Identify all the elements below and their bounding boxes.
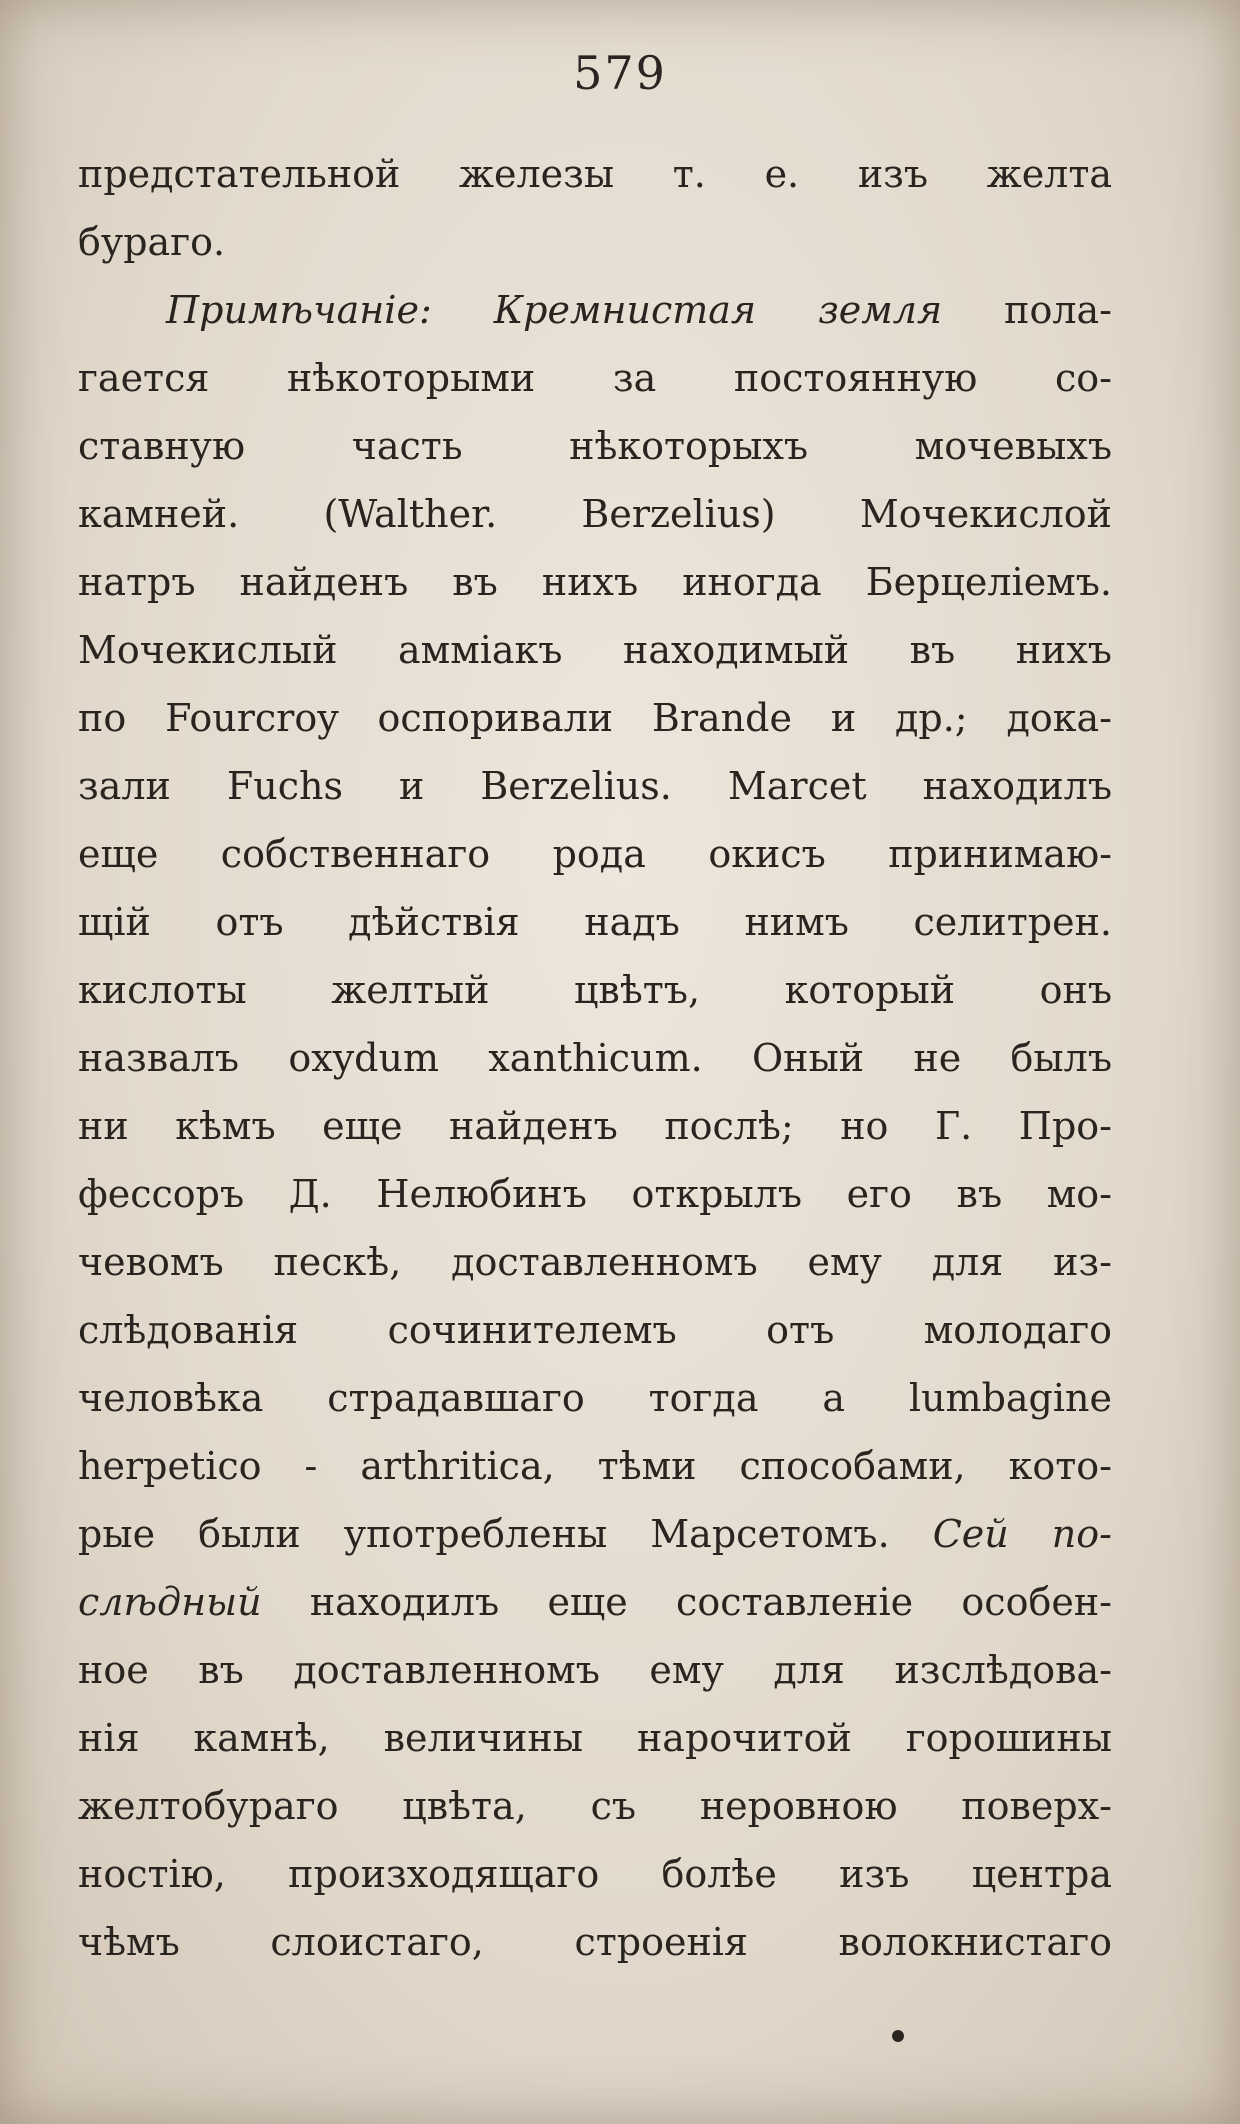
text-line: бураго.	[78, 220, 226, 264]
text-line: по Fourcroy оспоривали Brande и др.; дока-	[78, 696, 1112, 740]
page-number: 579	[573, 46, 667, 100]
text-line: назвалъ oxydum xanthicum. Оный не былъ	[78, 1036, 1112, 1080]
ink-speck	[892, 2030, 904, 2042]
text-line: человѣка страдавшаго тогда a lumbagine	[78, 1376, 1112, 1420]
text-line: ни кѣмъ еще найденъ послѣ; но Г. Про-	[78, 1104, 1112, 1148]
text-line: зали Fuchs и Berzelius. Marcet находилъ	[78, 764, 1112, 808]
text-line: ностію, произходящаго болѣе изъ центра	[78, 1852, 1112, 1896]
text-line: еще собственнаго рода окисъ принимаю-	[78, 832, 1112, 876]
text-line: Мочекислый аммiакъ находимый въ нихъ	[78, 628, 1112, 672]
note-label: Примѣчаніе: Кремнистая земля	[166, 288, 943, 332]
text-line-note-start: Примѣчаніе: Кремнистая земля пола-	[166, 288, 1113, 332]
text-line: чѣмъ слоистаго, строенія волокнистаго	[78, 1920, 1112, 1964]
text-line: натръ найденъ въ нихъ иногда Берцеліемъ.	[78, 560, 1112, 604]
text-line: фессоръ Д. Нелюбинъ открылъ его въ мо-	[78, 1172, 1112, 1216]
text-line: гается нѣкоторыми за постоянную со-	[78, 356, 1112, 400]
text-line: ставную часть нѣкоторыхъ мочевыхъ	[78, 424, 1112, 468]
text-line: камней. (Walther. Berzelius) Мочекислой	[78, 492, 1112, 536]
text-line: предстательной железы т. е. изъ желта	[78, 152, 1112, 196]
text-line-sei: рые были употреблены Марсетомъ. Сей по-	[78, 1512, 1112, 1556]
text-line-sledny: слѣдный находилъ еще составленіе особен-	[78, 1580, 1112, 1624]
italic-sledny: слѣдный	[78, 1580, 262, 1624]
italic-sei-po: Сей по-	[932, 1512, 1112, 1556]
text-line: ное въ доставленномъ ему для изслѣдова-	[78, 1648, 1112, 1692]
text-line: нія камнѣ, величины нарочитой горошины	[78, 1716, 1112, 1760]
body-text	[78, 140, 1112, 1976]
text-line: желтобураго цвѣта, съ неровною поверх-	[78, 1784, 1112, 1828]
text-line: кислоты желтый цвѣтъ, который онъ	[78, 968, 1112, 1012]
text-line: слѣдованія сочинителемъ отъ молодаго	[78, 1308, 1112, 1352]
text-line: чевомъ пескѣ, доставленномъ ему для из-	[78, 1240, 1112, 1284]
text-line: herpetico - arthritica, тѣми способами, кото-	[78, 1444, 1112, 1488]
text-line: щій отъ дѣйствія надъ нимъ селитрен.	[78, 900, 1112, 944]
